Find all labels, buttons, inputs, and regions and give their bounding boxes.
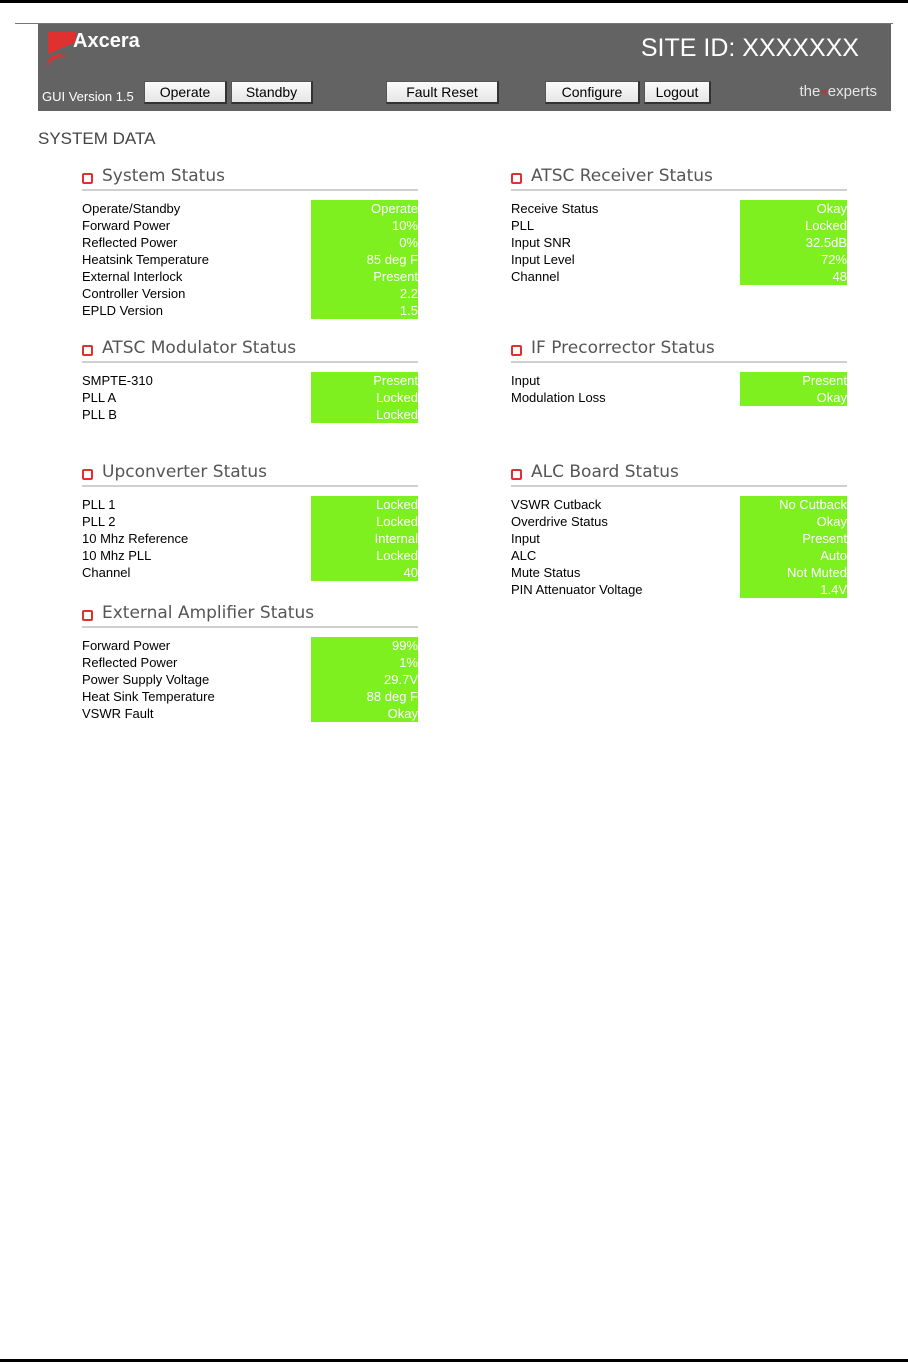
status-value: Present bbox=[311, 372, 418, 389]
logo-text: Axcera bbox=[73, 30, 140, 52]
section-header bbox=[82, 338, 418, 364]
status-row bbox=[511, 530, 847, 547]
status-value: Locked bbox=[311, 513, 418, 530]
section-divider bbox=[82, 485, 418, 487]
section-bullet-icon bbox=[82, 610, 93, 621]
status-value: Locked bbox=[311, 406, 418, 423]
status-label: Reflected Power bbox=[82, 655, 178, 670]
status-row bbox=[82, 637, 418, 654]
status-rows bbox=[511, 496, 847, 598]
status-row bbox=[82, 671, 418, 688]
status-value: Okay bbox=[740, 389, 847, 406]
section-bullet-icon bbox=[82, 173, 93, 184]
section-divider bbox=[511, 361, 847, 363]
status-row bbox=[82, 268, 418, 285]
status-value: 32.5dB bbox=[740, 234, 847, 251]
status-label: Input SNR bbox=[511, 235, 571, 250]
status-value: 99% bbox=[311, 637, 418, 654]
section-title: ATSC Modulator Status bbox=[102, 338, 297, 358]
status-value: Locked bbox=[311, 389, 418, 406]
status-value: Present bbox=[740, 530, 847, 547]
site-id: SITE ID: XXXXXXX bbox=[640, 34, 859, 62]
status-label: External Interlock bbox=[82, 269, 183, 284]
section-atsc-modulator-status bbox=[82, 338, 418, 422]
status-label: PLL B bbox=[82, 407, 117, 422]
status-value: 72% bbox=[740, 251, 847, 268]
status-label: Reflected Power bbox=[82, 235, 178, 250]
status-row bbox=[511, 547, 847, 564]
gui-version: GUI Version 1.5 bbox=[42, 89, 134, 104]
status-rows bbox=[82, 637, 418, 722]
status-value: Locked bbox=[311, 547, 418, 564]
section-external-amplifier-status bbox=[82, 603, 418, 721]
section-title: External Amplifier Status bbox=[102, 603, 315, 623]
fault-reset-button[interactable]: Fault Reset bbox=[386, 81, 499, 104]
section-divider bbox=[82, 361, 418, 363]
app-header bbox=[38, 24, 891, 111]
section-bullet-icon bbox=[511, 469, 522, 480]
status-label: EPLD Version bbox=[82, 303, 163, 318]
status-label: Input bbox=[511, 373, 540, 388]
status-label: SMPTE-310 bbox=[82, 373, 153, 388]
status-label: Input bbox=[511, 531, 540, 546]
status-rows bbox=[82, 372, 418, 423]
section-title: ALC Board Status bbox=[531, 462, 679, 482]
status-label: PLL A bbox=[82, 390, 117, 405]
section-header bbox=[82, 166, 418, 192]
status-rows bbox=[82, 496, 418, 581]
section-title: ATSC Receiver Status bbox=[531, 166, 713, 186]
section-header bbox=[511, 462, 847, 488]
status-value: No Cutback bbox=[740, 496, 847, 513]
status-label: PLL 2 bbox=[82, 514, 116, 529]
status-row bbox=[82, 217, 418, 234]
status-label: PLL 1 bbox=[82, 497, 116, 512]
top-rule bbox=[0, 0, 908, 3]
status-row bbox=[511, 200, 847, 217]
status-row bbox=[511, 513, 847, 530]
section-upconverter-status bbox=[82, 462, 418, 580]
section-atsc-receiver-status bbox=[511, 166, 847, 284]
status-value: 29.7V bbox=[311, 671, 418, 688]
status-label: PLL bbox=[511, 218, 535, 233]
status-label: VSWR Cutback bbox=[511, 497, 602, 512]
status-rows bbox=[511, 372, 847, 406]
section-bullet-icon bbox=[511, 173, 522, 184]
section-system-status bbox=[82, 166, 418, 318]
tagline-prefix: the bbox=[799, 83, 821, 100]
status-row bbox=[82, 200, 418, 217]
status-label: Mute Status bbox=[511, 565, 581, 580]
axcera-logo bbox=[46, 28, 156, 66]
status-label: Input Level bbox=[511, 252, 575, 267]
status-value: 48 bbox=[740, 268, 847, 285]
section-bullet-icon bbox=[82, 345, 93, 356]
status-value: Locked bbox=[311, 496, 418, 513]
status-row bbox=[82, 302, 418, 319]
status-row bbox=[82, 705, 418, 722]
status-label: Heatsink Temperature bbox=[82, 252, 209, 267]
status-value: Okay bbox=[740, 513, 847, 530]
status-label: Power Supply Voltage bbox=[82, 672, 210, 687]
status-label: Channel bbox=[511, 269, 560, 284]
status-value: Not Muted bbox=[740, 564, 847, 581]
status-label: VSWR Fault bbox=[82, 706, 154, 721]
status-value: 1% bbox=[311, 654, 418, 671]
status-label: Forward Power bbox=[82, 638, 171, 653]
bottom-rule bbox=[0, 1359, 908, 1362]
status-value: Internal bbox=[311, 530, 418, 547]
status-row bbox=[82, 530, 418, 547]
status-value: Okay bbox=[311, 705, 418, 722]
tagline-rf-mark: rf bbox=[821, 87, 827, 98]
status-label: Modulation Loss bbox=[511, 390, 606, 405]
status-value: 2.2 bbox=[311, 285, 418, 302]
status-rows bbox=[511, 200, 847, 285]
section-title: System Status bbox=[102, 166, 225, 186]
section-divider bbox=[511, 189, 847, 191]
section-header bbox=[511, 338, 847, 364]
status-row bbox=[511, 496, 847, 513]
section-title: IF Precorrector Status bbox=[531, 338, 715, 358]
status-label: Receive Status bbox=[511, 201, 599, 216]
section-if-precorrector-status bbox=[511, 338, 847, 405]
status-label: Overdrive Status bbox=[511, 514, 608, 529]
status-value: 10% bbox=[311, 217, 418, 234]
page-title: SYSTEM DATA bbox=[38, 129, 156, 148]
status-row bbox=[82, 513, 418, 530]
status-value: 85 deg F bbox=[311, 251, 418, 268]
status-value: Locked bbox=[740, 217, 847, 234]
status-value: 88 deg F bbox=[311, 688, 418, 705]
status-label: Channel bbox=[82, 565, 131, 580]
status-row bbox=[511, 234, 847, 251]
status-row bbox=[82, 564, 418, 581]
status-row bbox=[82, 547, 418, 564]
status-row bbox=[511, 251, 847, 268]
status-label: 10 Mhz Reference bbox=[82, 531, 189, 546]
status-row bbox=[511, 564, 847, 581]
configure-button[interactable]: Configure bbox=[545, 81, 640, 104]
tagline-suffix: experts bbox=[827, 83, 877, 100]
status-label: ALC bbox=[511, 548, 537, 563]
standby-button[interactable]: Standby bbox=[231, 81, 313, 104]
status-row bbox=[511, 372, 847, 389]
status-row bbox=[82, 389, 418, 406]
status-label: Operate/Standby bbox=[82, 201, 181, 216]
status-row bbox=[511, 268, 847, 285]
tagline bbox=[799, 83, 877, 100]
status-label: PIN Attenuator Voltage bbox=[511, 582, 643, 597]
status-label: Controller Version bbox=[82, 286, 186, 301]
status-value: Present bbox=[740, 372, 847, 389]
status-value: Okay bbox=[740, 200, 847, 217]
status-label: Heat Sink Temperature bbox=[82, 689, 215, 704]
logout-button[interactable]: Logout bbox=[644, 81, 711, 104]
status-row bbox=[82, 234, 418, 251]
status-row bbox=[82, 372, 418, 389]
status-value: 1.5 bbox=[311, 302, 418, 319]
status-row bbox=[511, 217, 847, 234]
section-header bbox=[82, 462, 418, 488]
status-row bbox=[82, 251, 418, 268]
status-label: Forward Power bbox=[82, 218, 171, 233]
section-divider bbox=[82, 626, 418, 628]
section-header bbox=[511, 166, 847, 192]
status-row bbox=[82, 285, 418, 302]
section-bullet-icon bbox=[82, 469, 93, 480]
status-value: Operate bbox=[311, 200, 418, 217]
status-value: 0% bbox=[311, 234, 418, 251]
status-value: Present bbox=[311, 268, 418, 285]
status-value: Auto bbox=[740, 547, 847, 564]
status-row bbox=[82, 688, 418, 705]
status-value: 1.4V bbox=[740, 581, 847, 598]
logo-waves-icon bbox=[46, 32, 76, 66]
status-row bbox=[82, 406, 418, 423]
section-header bbox=[82, 603, 418, 629]
status-rows bbox=[82, 200, 418, 319]
status-row bbox=[511, 389, 847, 406]
section-alc-board-status bbox=[511, 462, 847, 597]
status-row bbox=[511, 581, 847, 598]
section-divider bbox=[511, 485, 847, 487]
section-title: Upconverter Status bbox=[102, 462, 267, 482]
section-bullet-icon bbox=[511, 345, 522, 356]
section-divider bbox=[82, 189, 418, 191]
status-row bbox=[82, 496, 418, 513]
operate-button[interactable]: Operate bbox=[144, 81, 227, 104]
status-label: 10 Mhz PLL bbox=[82, 548, 152, 563]
status-value: 40 bbox=[311, 564, 418, 581]
status-row bbox=[82, 654, 418, 671]
